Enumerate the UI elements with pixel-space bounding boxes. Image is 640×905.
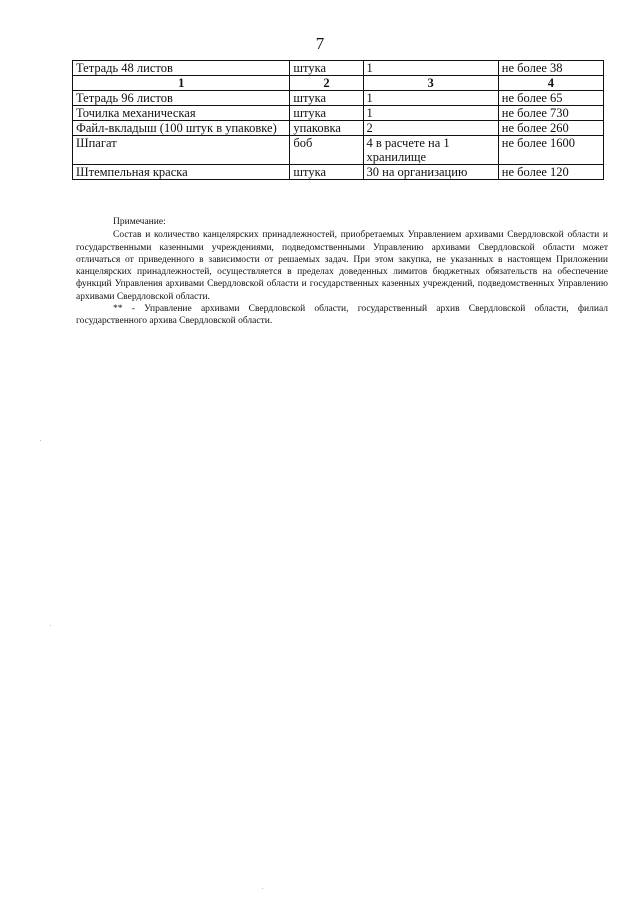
table-cell-unit: боб [290,136,363,165]
table-cell-quantity: 1 [363,61,498,76]
notes-paragraph-1: Состав и количество канцелярских принадлежностей, приобретаемых Управлением архивами Свердловской области и государственными казенными учреждениями, подведомственными Управлению архивами Свердловской области может отличаться от приведенного в зависимости от решаемых задач. При этом закупка, не указанных в настоящем Приложении канцелярских принадлежностей, осуществляется в пределах доведенных лимитов бюджетных обязательств на обеспечение функций Управления архивами Свердловской области и государственных казенных учреждений, подведомственных Управлению архивами Свердловской области. [76,230,608,302]
supplies-table [72,60,604,180]
column-number-cell: 3 [363,76,498,91]
table-cell-name: Тетрадь 48 листов [73,61,290,76]
table-cell-unit: штука [290,106,363,121]
table-row [73,106,604,121]
table-row [73,136,604,165]
scan-speck [50,625,51,626]
table-cell-name: Тетрадь 96 листов [73,91,290,106]
notes-paragraph-2: ** - Управление архивами Свердловской области, государственный архив Свердловской области, филиал государственного архива Свердловской области. [76,304,608,327]
table-cell-price: не более 1600 [498,136,603,165]
notes-section [76,216,608,328]
table-cell-unit: штука [290,91,363,106]
table-row [73,91,604,106]
table-cell-quantity: 4 в расчете на 1 хранилище [363,136,498,165]
table-cell-quantity: 30 на организацию [363,165,498,180]
table-cell-quantity: 1 [363,91,498,106]
table-cell-unit: штука [290,61,363,76]
table-cell-name: Штемпельная краска [73,165,290,180]
table-row [73,165,604,180]
scan-speck [262,888,263,889]
table-cell-quantity: 2 [363,121,498,136]
table-row [73,61,604,76]
table-cell-unit: штука [290,165,363,180]
table-cell-price: не более 120 [498,165,603,180]
table-cell-name: Шпагат [73,136,290,165]
scan-speck [40,440,41,441]
table-header-row [73,76,604,91]
table-cell-name: Точилка механическая [73,106,290,121]
column-number-cell: 1 [73,76,290,91]
table-cell-price: не более 65 [498,91,603,106]
table-cell-price: не более 260 [498,121,603,136]
table-cell-unit: упаковка [290,121,363,136]
table-cell-quantity: 1 [363,106,498,121]
table-cell-price: не более 730 [498,106,603,121]
notes-title: Примечание: [113,217,166,227]
table-cell-price: не более 38 [498,61,603,76]
table-row [73,121,604,136]
table-cell-name: Файл-вкладыш (100 штук в упаковке) [73,121,290,136]
column-number-cell: 2 [290,76,363,91]
column-number-cell: 4 [498,76,603,91]
page-number: 7 [315,34,325,53]
